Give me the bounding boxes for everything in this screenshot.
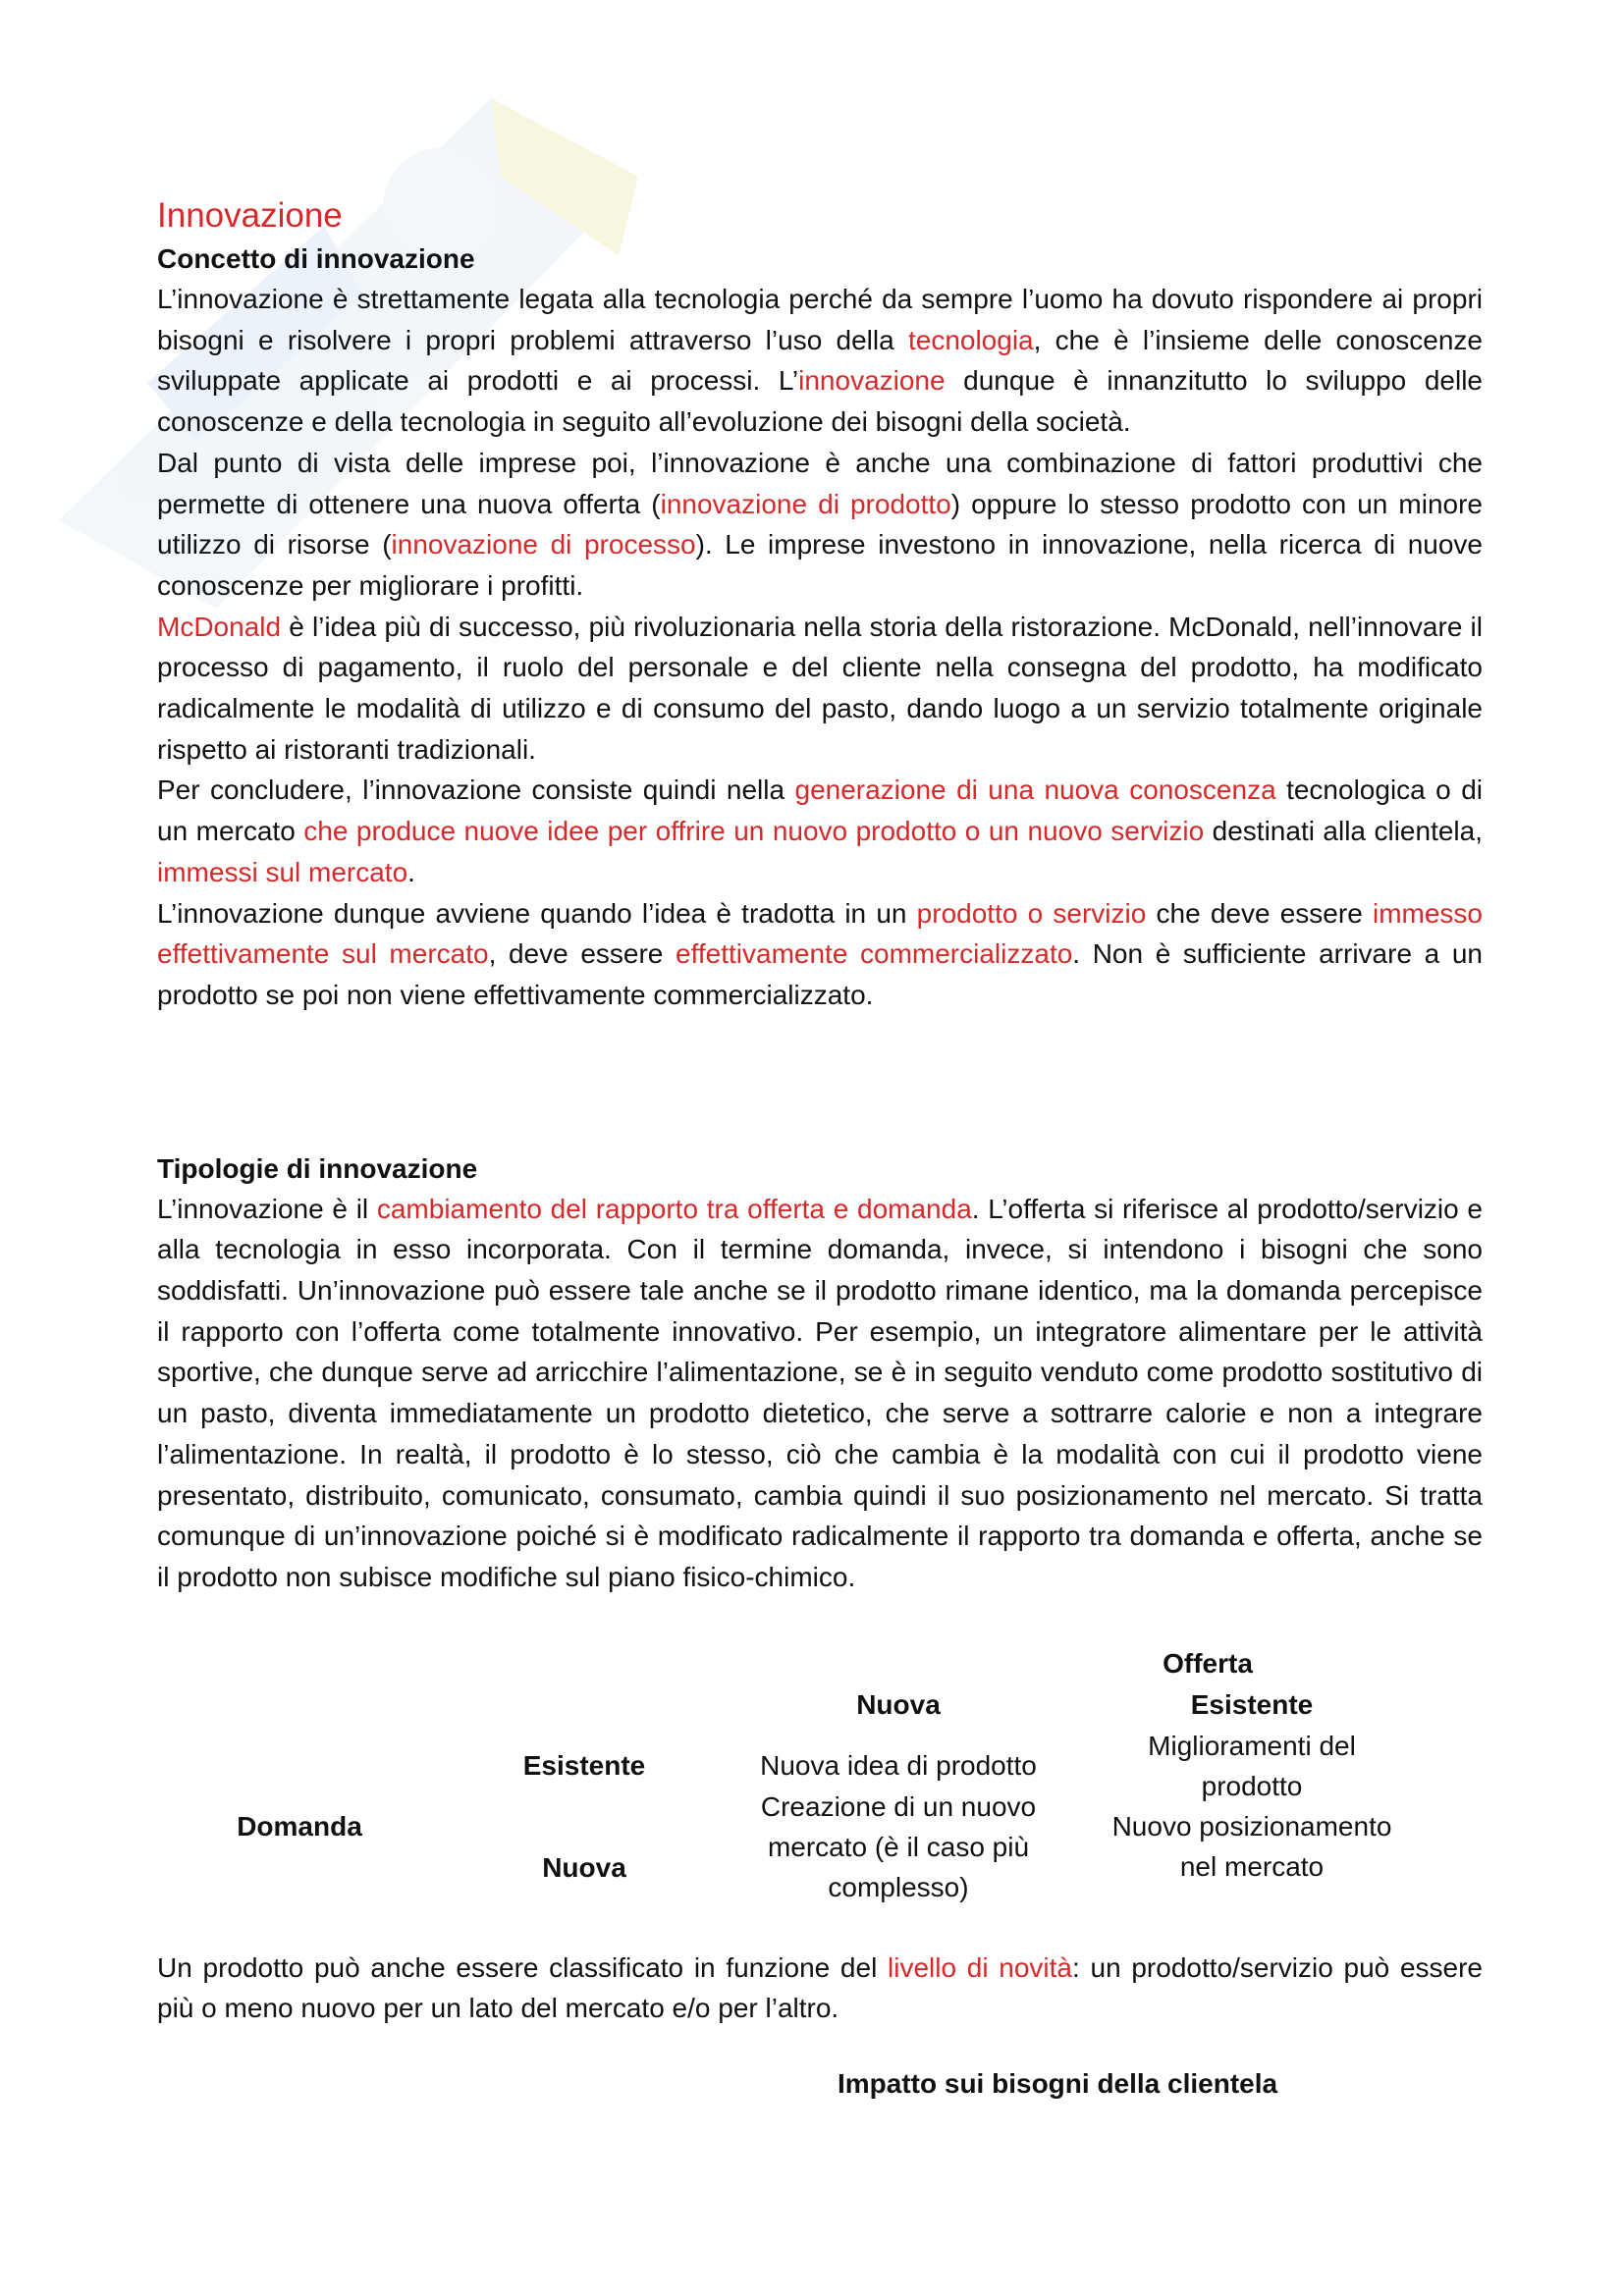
text-run: Dal punto di vista delle imprese poi, l’innovazione è anche una combinazione di fattori produttivi che permette di ottenere una nuova offerta (	[157, 447, 1483, 519]
paragraph	[157, 1189, 1483, 1598]
paragraph	[157, 770, 1483, 892]
page-title: Innovazione	[157, 196, 343, 235]
highlight-text: McDonald	[157, 611, 282, 642]
text-run: . L’offerta si riferisce al prodotto/servizio e alla tecnologia in esso incorporata. Con il termine domanda, invece, si intendono i bisogni che sono soddisfatti. Un’innovazione può essere tale anche se il prodotto rimane identico, ma la domanda percepisce il rapporto con l’offerta come totalmente innovativo. Per esempio, un integratore alimentare per le attività sportive, che dunque serve ad arricchire l’alimentazione, se è in seguito venduto come prodotto sostitutivo di un pasto, diventa immediatamente un prodotto dietetico, che serve a sottrarre calorie e non a integrare l’alimentazione. In realtà, il prodotto è lo stesso, ciò che cambia è la modalità con cui il prodotto viene presentato, distribuito, comunicato, consumato, cambia quindi il suo posizionamento nel mercato. Si tratta comunque di un’innovazione poiché si è modificato radicalmente il rapporto tra domanda e offerta, anche se il prodotto non subisce modifiche sul piano fisico-chimico.	[157, 1193, 1484, 1592]
text-run: ). Le imprese investono in innovazione, nella ricerca di nuove conoscenze per migliorare i profitti.	[157, 529, 1483, 601]
matrix-row-esistente: Esistente	[522, 1749, 646, 1781]
text-run: . Non è sufficiente arrivare a un prodotto se poi non viene effettivamente commercializzato.	[157, 938, 1483, 1010]
document-body	[157, 192, 1483, 2127]
matrix-offerta-label: Offerta	[1163, 1647, 1253, 1679]
text-run: che deve essere	[1146, 897, 1373, 929]
text-run: .	[407, 856, 415, 887]
matrix-cell-esistente-nuova: Nuova idea di prodotto	[760, 1749, 1037, 1781]
highlight-text: innovazione di prodotto	[660, 488, 951, 519]
highlight-text: immessi sul mercato	[157, 856, 408, 887]
text-run: ) oppure lo stesso prodotto con un minore utilizzo di risorse (	[157, 488, 1483, 561]
highlight-text: effettivamente commercializzato	[676, 938, 1073, 970]
text-run: Per concludere, l’innovazione consiste quindi nella	[157, 774, 795, 806]
highlight-text: cambiamento del rapporto tra offerta e domanda	[376, 1193, 972, 1224]
paragraph	[157, 279, 1483, 443]
text-run: destinati alla clientela,	[1204, 816, 1483, 847]
paragraph	[157, 1948, 1483, 2029]
highlight-text: innovazione di processo	[391, 529, 696, 561]
highlight-text: che produce nuove idee per offrire un nuovo prodotto o un nuovo servizio	[303, 816, 1205, 847]
section-heading-concetto: Concetto di innovazione	[157, 243, 475, 274]
text-run: Un prodotto può anche essere classificato in funzione del	[157, 1951, 889, 1983]
matrix-cell-nuova-esistente: Nuovo posizionamento nel mercato	[1111, 1810, 1392, 1882]
highlight-text: immesso effettivamente sul mercato	[157, 897, 1483, 970]
highlight-text: generazione di una nuova conoscenza	[794, 774, 1276, 806]
matrix-col-nuova: Nuova	[856, 1688, 941, 1720]
paragraph	[157, 607, 1483, 771]
paragraph	[157, 443, 1483, 607]
matrix-row-nuova: Nuova	[542, 1851, 626, 1883]
highlight-text: innovazione	[798, 365, 946, 397]
text-run: , che è l’insieme delle conoscenze sviluppate applicate ai prodotti e ai processi. L’	[157, 324, 1483, 397]
highlight-text: prodotto o servizio	[916, 897, 1147, 929]
matrix-domanda-label: Domanda	[237, 1810, 362, 1842]
section-heading-tipologie: Tipologie di innovazione	[157, 1152, 478, 1184]
highlight-text: livello di novità	[888, 1951, 1072, 1983]
impact-section	[157, 2068, 1483, 2127]
text-run: L’innovazione dunque avviene quando l’idea è tradotta in un	[157, 897, 917, 929]
paragraph	[157, 893, 1483, 1016]
text-run: dunque è innanzitutto lo sviluppo delle conoscenze e della tecnologia in seguito all’evoluzione dei bisogni della società.	[157, 365, 1484, 438]
spacer	[157, 1016, 1483, 1149]
text-run: : un prodotto/servizio può essere più o meno nuovo per un lato del mercato e/o per l’altro.	[157, 1951, 1483, 2024]
text-run: è l’idea più di successo, più rivoluzionaria nella storia della ristorazione. McDonald, nell’innovare il processo di pagamento, il ruolo del personale e del cliente nella consegna del prodotto, ha modificato radicalmente le modalità di utilizzo e di consumo del pasto, dando luogo a un servizio totalmente originale rispetto ai ristoranti tradizionali.	[157, 611, 1483, 765]
text-run: L’innovazione è strettamente legata alla tecnologia perché da sempre l’uomo ha dovuto rispondere ai propri bisogni e risolvere i propri problemi attraverso l’uso della	[157, 284, 1483, 355]
matrix-col-esistente: Esistente	[1190, 1688, 1314, 1720]
text-run: L’innovazione è il	[157, 1193, 377, 1224]
highlight-text: tecnologia	[907, 324, 1034, 355]
innovation-matrix	[157, 1643, 1483, 1948]
matrix-cell-nuova-nuova: Creazione di un nuovo mercato (è il caso più complesso)	[760, 1790, 1037, 1902]
text-run: , deve essere	[488, 938, 676, 970]
matrix-cell-esistente-esistente: Miglioramenti del prodotto	[1148, 1730, 1356, 1801]
impact-heading: Impatto sui bisogni della clientela	[838, 2068, 1278, 2100]
text-run: tecnologica o di un mercato	[157, 774, 1483, 847]
